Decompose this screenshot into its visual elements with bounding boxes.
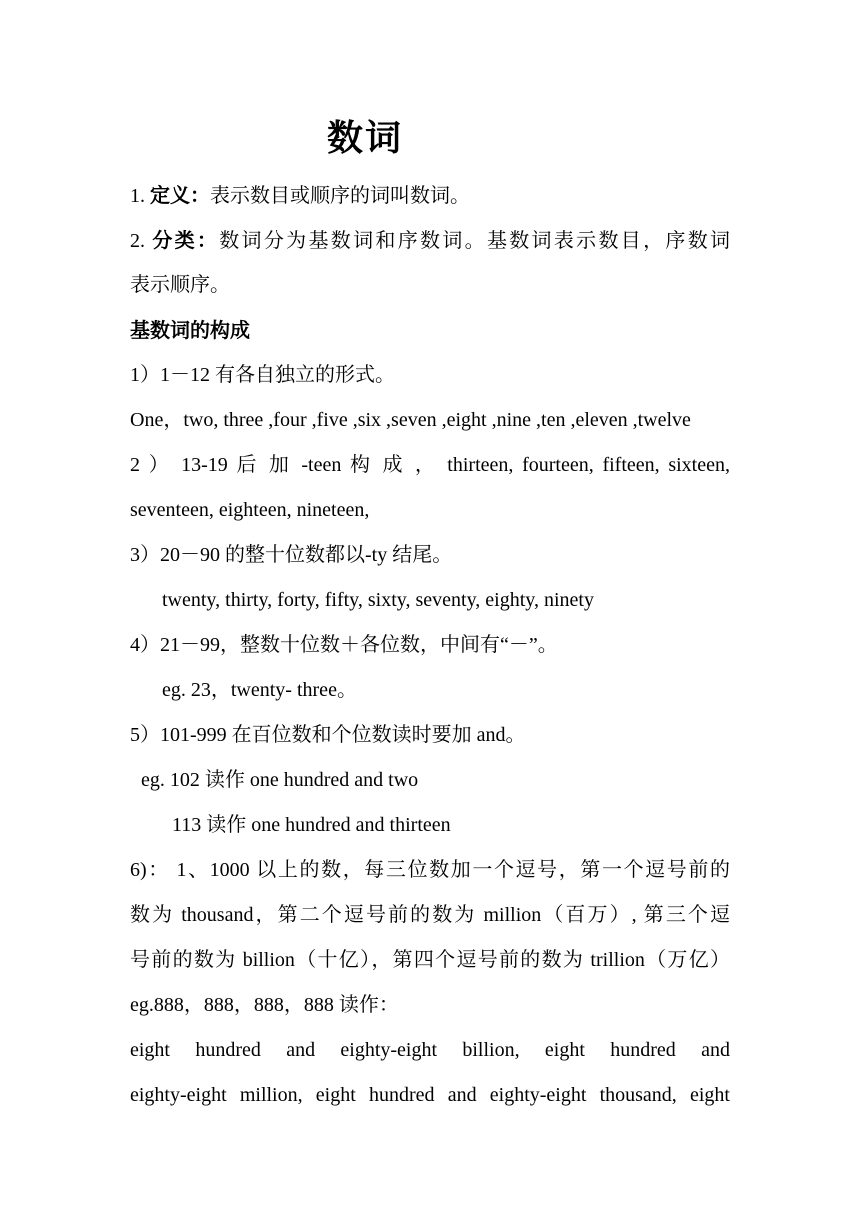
rule-1: 1）1－12 有各自独立的形式。 (130, 364, 395, 386)
rule-4-example: eg. 23，twenty- three。 (162, 679, 357, 701)
rule-6-example-reading-1: eight hundred and eighty-eight billion, eight hundred and (130, 1039, 730, 1061)
classification-number: 2. (130, 230, 153, 252)
rule-6-continuation-2: 号前的数为 billion（十亿），第四个逗号前的数为 trillion（万亿） (130, 949, 730, 971)
definition-text: 表示数目或顺序的词叫数词。 (210, 185, 470, 207)
rule-4: 4）21－99，整数十位数＋各位数，中间有“－”。 (130, 634, 558, 656)
section-heading: 基数词的构成 (130, 318, 250, 342)
definition-term: 定义： (150, 183, 210, 207)
rule-5-example-2: 113 读作 one hundred and thirteen (172, 814, 451, 836)
definition-number: 1. (130, 185, 150, 207)
definition-line (130, 181, 730, 210)
classification-line (130, 226, 730, 255)
rule-1-examples: One，two, three ,four ,five ,six ,seven ,eight ,nine ,ten ,eleven ,twelve (130, 409, 691, 431)
rule-3: 3）20－90 的整十位数都以-ty 结尾。 (130, 544, 453, 566)
classification-continuation: 表示顺序。 (130, 274, 230, 296)
rule-6-example: eg.888，888，888，888 读作： (130, 994, 399, 1016)
classification-term: 分类： (152, 228, 220, 252)
rule-5: 5）101-999 在百位数和个位数读时要加 and。 (130, 724, 526, 746)
rule-6-example-reading-2: eighty-eight million, eight hundred and eighty-eight thousand, eight (130, 1084, 730, 1106)
rule-3-examples: twenty, thirty, forty, fifty, sixty, seventy, eighty, ninety (162, 589, 594, 611)
rule-2-continuation: seventeen, eighteen, nineteen, (130, 499, 370, 521)
rule-6-continuation-1: 数为 thousand，第二个逗号前的数为 million（百万）, 第三个逗 (130, 904, 730, 926)
rule-6: 6)： 1、1000 以上的数，每三位数加一个逗号，第一个逗号前的 (130, 859, 730, 881)
document-title: 数词 (326, 118, 403, 159)
classification-text: 数词分为基数词和序数词。基数词表示数目，序数词 (219, 230, 731, 252)
rule-5-example-1: eg. 102 读作 one hundred and two (141, 769, 419, 791)
rule-2: 2 ） 13-19 后 加 -teen 构 成 ， thirteen, fourteen, fifteen, sixteen, (130, 454, 730, 476)
